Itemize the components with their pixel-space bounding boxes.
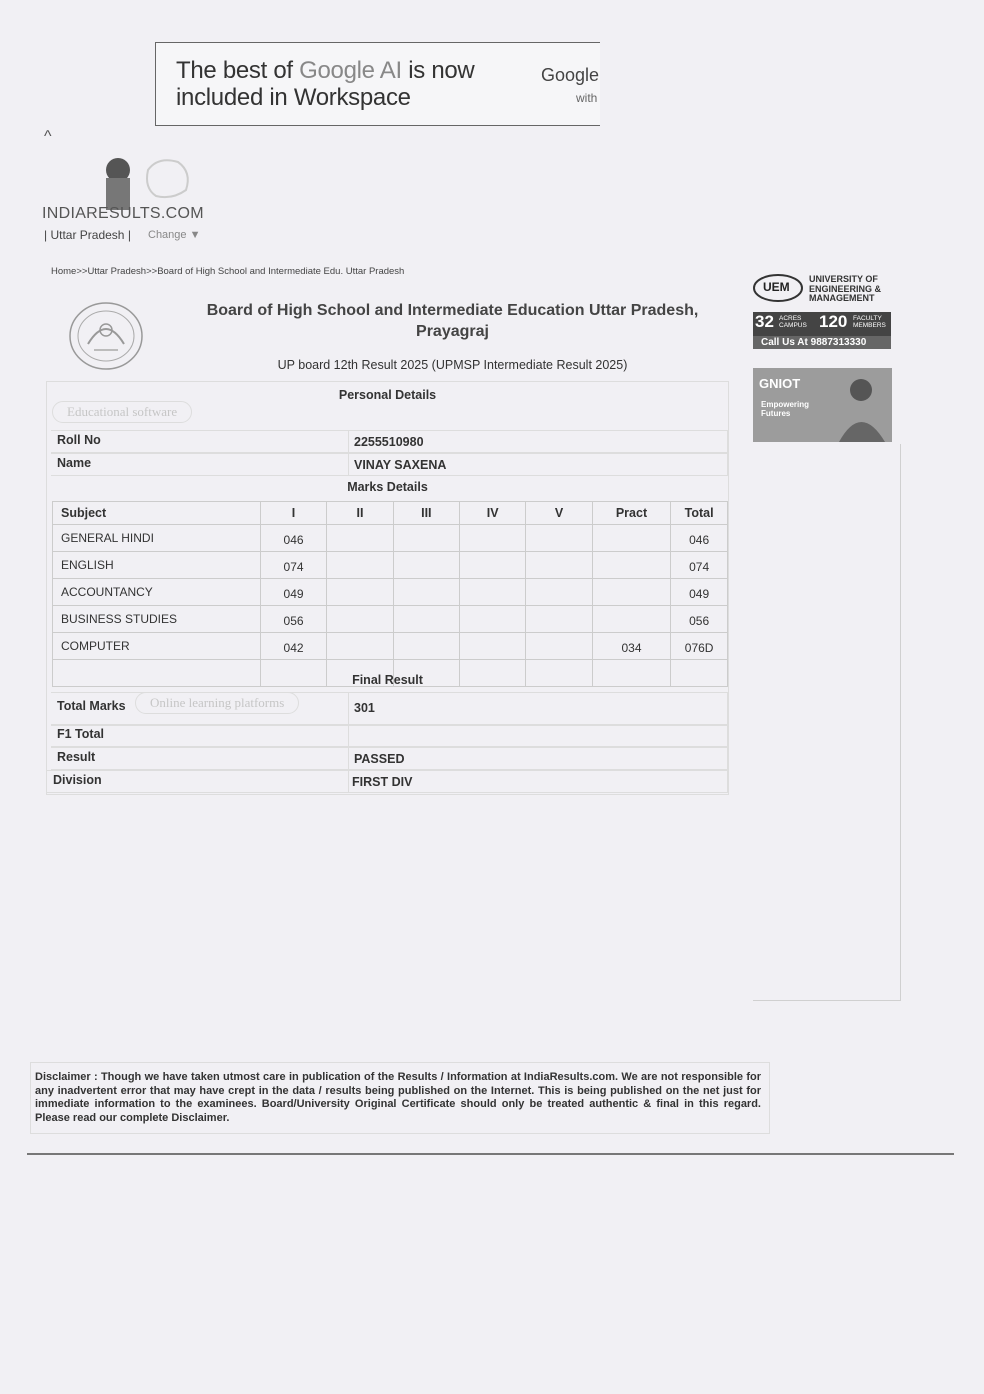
name-label: Name — [57, 456, 92, 470]
pract-cell: 034 — [592, 633, 670, 660]
table-row — [53, 633, 728, 660]
result-panel — [46, 381, 729, 795]
total-marks-label: Total Marks — [57, 699, 126, 713]
subject-cell: ENGLISH — [53, 552, 261, 579]
mark-cell: 049 — [260, 579, 326, 606]
mark-cell — [327, 579, 393, 606]
mark-cell — [327, 606, 393, 633]
uem-acres-label: ACRES CAMPUS — [779, 315, 807, 329]
mark-cell — [526, 525, 592, 552]
table-row — [53, 579, 728, 606]
top-ad-banner[interactable] — [155, 42, 600, 126]
division-row — [47, 770, 728, 793]
roll-no-value: 2255510980 — [354, 435, 424, 449]
subject-cell: GENERAL HINDI — [53, 525, 261, 552]
marks-table — [52, 501, 728, 687]
uem-title: UNIVERSITY OF ENGINEERING & MANAGEMENT — [809, 274, 882, 303]
uem-faculty-value: 120 — [819, 312, 848, 331]
total-cell: 074 — [671, 552, 728, 579]
disclaimer-text: Disclaimer : Though we have taken utmost care in publication of the Results / Information at IndiaResults.com. We are not responsible for any inadvertent error that may have crept in the data / results being published on the Internet. This is being published on the net just for immediate information to the examinees. Board/University Original Certificate should only be treated authentic & final in this regard. Please read our complete Disclaimer. — [35, 1071, 761, 1124]
mark-cell: 046 — [260, 525, 326, 552]
col-v: V — [526, 502, 592, 525]
breadcrumb-board[interactable]: Board of High School and Intermediate Edu. Uttar Pradesh — [157, 266, 405, 277]
mark-cell: 074 — [260, 552, 326, 579]
result-subtitle: UP board 12th Result 2025 (UPMSP Intermediate Result 2025) — [277, 358, 628, 372]
pract-cell — [592, 525, 670, 552]
mark-cell — [460, 606, 526, 633]
total-cell: 046 — [671, 525, 728, 552]
ghost-link-online-learning[interactable]: Online learning platforms — [135, 692, 299, 714]
uem-faculty-label: FACULTY MEMBERS — [853, 315, 886, 329]
mark-cell: 042 — [260, 633, 326, 660]
marks-header-row — [53, 502, 728, 525]
mark-cell — [327, 633, 393, 660]
col-total: Total — [671, 502, 728, 525]
personal-details-heading: Personal Details — [338, 388, 437, 402]
col-subject: Subject — [53, 502, 261, 525]
final-result-heading: Final Result — [352, 673, 423, 687]
mark-cell — [526, 606, 592, 633]
footer-divider — [27, 1153, 954, 1155]
result-label: Result — [57, 750, 96, 764]
ad-brand: Google — [541, 65, 600, 85]
breadcrumb-state[interactable]: Uttar Pradesh — [87, 266, 147, 277]
roll-no-row — [51, 430, 728, 453]
col-ii: II — [327, 502, 393, 525]
gniot-logo-text: GNIOT — [759, 376, 801, 391]
pract-cell — [592, 579, 670, 606]
breadcrumb: Home>>Uttar Pradesh>>Board of High School and Intermediate Edu. Uttar Pradesh — [51, 266, 405, 277]
uem-call-text: Call Us At 9887313330 — [761, 337, 867, 348]
board-seal-icon — [66, 300, 146, 372]
pract-cell — [592, 606, 670, 633]
gniot-tagline: Empowering Futures — [761, 400, 810, 418]
col-pract: Pract — [592, 502, 670, 525]
result-value: PASSED — [354, 752, 405, 766]
pract-cell — [592, 552, 670, 579]
total-cell: 056 — [671, 606, 728, 633]
total-marks-value: 301 — [354, 701, 375, 715]
total-cell: 049 — [671, 579, 728, 606]
mark-cell: 056 — [260, 606, 326, 633]
uem-logo-text: UEM — [763, 280, 790, 294]
f1-total-row — [51, 724, 728, 747]
mark-cell — [393, 633, 459, 660]
site-logo-text[interactable]: INDIARESULTS.COM — [42, 205, 204, 222]
mark-cell — [393, 552, 459, 579]
mark-cell — [393, 606, 459, 633]
roll-no-label: Roll No — [57, 433, 101, 447]
ad-subtext: with — [576, 91, 598, 105]
result-row — [51, 747, 728, 770]
mark-cell — [460, 579, 526, 606]
mark-cell — [526, 633, 592, 660]
table-row — [53, 525, 728, 552]
subject-cell: ACCOUNTANCY — [53, 579, 261, 606]
subject-cell: COMPUTER — [53, 633, 261, 660]
ghost-link-educational-software[interactable]: Educational software — [52, 401, 192, 423]
mark-cell — [393, 579, 459, 606]
ad-headline: The best of Google AI is now included in Workspace — [176, 57, 475, 111]
uem-ad[interactable] — [753, 272, 893, 350]
gniot-person-image — [833, 370, 891, 442]
gniot-ad[interactable] — [753, 368, 892, 442]
col-iii: III — [393, 502, 459, 525]
uem-acres-value: 32 — [755, 312, 774, 331]
division-value: FIRST DIV — [352, 775, 413, 789]
mark-cell — [393, 525, 459, 552]
total-cell: 076D — [671, 633, 728, 660]
f1-total-label: F1 Total — [57, 727, 104, 741]
mark-cell — [526, 552, 592, 579]
mark-cell — [460, 525, 526, 552]
col-i: I — [260, 502, 326, 525]
mark-cell — [460, 633, 526, 660]
sidebar-ad-frame — [753, 444, 901, 1001]
mark-cell — [327, 525, 393, 552]
chevron-up-icon[interactable]: ^ — [44, 128, 52, 145]
disclaimer-box — [30, 1062, 770, 1134]
name-value: VINAY SAXENA — [354, 458, 447, 472]
change-state-link[interactable]: Change ▼ — [148, 229, 201, 241]
subject-cell: BUSINESS STUDIES — [53, 606, 261, 633]
mark-cell — [460, 552, 526, 579]
marks-details-heading: Marks Details — [347, 480, 428, 494]
state-label: | Uttar Pradesh | — [44, 228, 131, 242]
table-row — [53, 606, 728, 633]
board-title: Board of High School and Intermediate Education Uttar Pradesh, Prayagraj — [206, 302, 699, 340]
breadcrumb-home[interactable]: Home — [51, 266, 77, 277]
name-row — [51, 453, 728, 476]
division-label: Division — [53, 773, 102, 787]
col-iv: IV — [460, 502, 526, 525]
table-row — [53, 552, 728, 579]
mark-cell — [526, 579, 592, 606]
mark-cell — [327, 552, 393, 579]
